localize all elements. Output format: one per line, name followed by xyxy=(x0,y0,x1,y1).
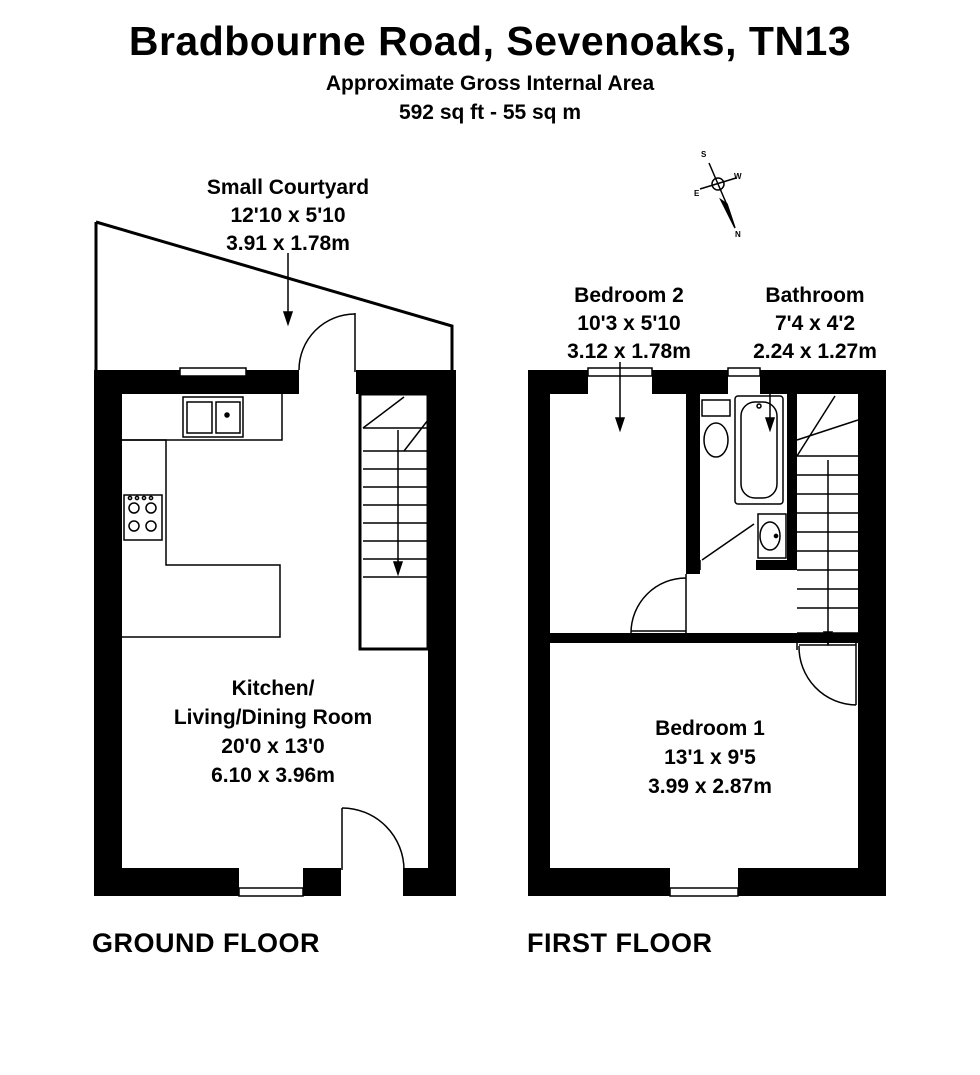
courtyard-imperial: 12'10 x 5'10 xyxy=(230,204,346,227)
ground-floor-label: GROUND FLOOR xyxy=(92,928,320,958)
kitchen-imperial: 20'0 x 13'0 xyxy=(221,735,325,758)
first-floor-windows xyxy=(588,368,760,896)
area-label: Approximate Gross Internal Area xyxy=(325,72,655,95)
compass-s: S xyxy=(701,150,707,159)
kitchen-name-line2: Living/Dining Room xyxy=(173,706,373,729)
plan-title: Bradbourne Road, Sevenoaks, TN13 xyxy=(128,18,852,64)
bathroom-imperial: 7'4 x 4'2 xyxy=(774,312,856,335)
kitchen-label xyxy=(130,674,416,790)
ground-floor-windows xyxy=(180,368,303,896)
bathroom-label xyxy=(740,282,890,366)
bedroom2-name: Bedroom 2 xyxy=(574,284,684,307)
compass-n: N xyxy=(735,230,741,239)
compass-w: W xyxy=(734,172,742,181)
compass-icon xyxy=(700,163,736,228)
courtyard-name: Small Courtyard xyxy=(206,176,370,199)
compass-e: E xyxy=(694,189,700,198)
area-value: 592 sq ft - 55 sq m xyxy=(398,101,582,124)
bedroom1-label xyxy=(612,714,808,801)
bathroom-metric: 2.24 x 1.27m xyxy=(753,340,877,363)
first-floor-fixtures xyxy=(616,362,858,705)
first-floor-label: FIRST FLOOR xyxy=(527,928,713,958)
kitchen-metric: 6.10 x 3.96m xyxy=(211,764,335,787)
courtyard-metric: 3.91 x 1.78m xyxy=(226,232,350,255)
bedroom2-metric: 3.12 x 1.78m xyxy=(567,340,691,363)
bedroom2-label xyxy=(548,282,710,366)
kitchen-name-line1: Kitchen/ xyxy=(231,677,315,700)
bathroom-name: Bathroom xyxy=(765,284,865,307)
bedroom1-name: Bedroom 1 xyxy=(655,717,765,740)
bedroom1-metric: 3.99 x 2.87m xyxy=(648,775,772,798)
courtyard-label xyxy=(172,174,404,258)
ground-floor-walls xyxy=(94,370,456,896)
bedroom1-imperial: 13'1 x 9'5 xyxy=(664,746,756,769)
bedroom2-imperial: 10'3 x 5'10 xyxy=(577,312,681,335)
